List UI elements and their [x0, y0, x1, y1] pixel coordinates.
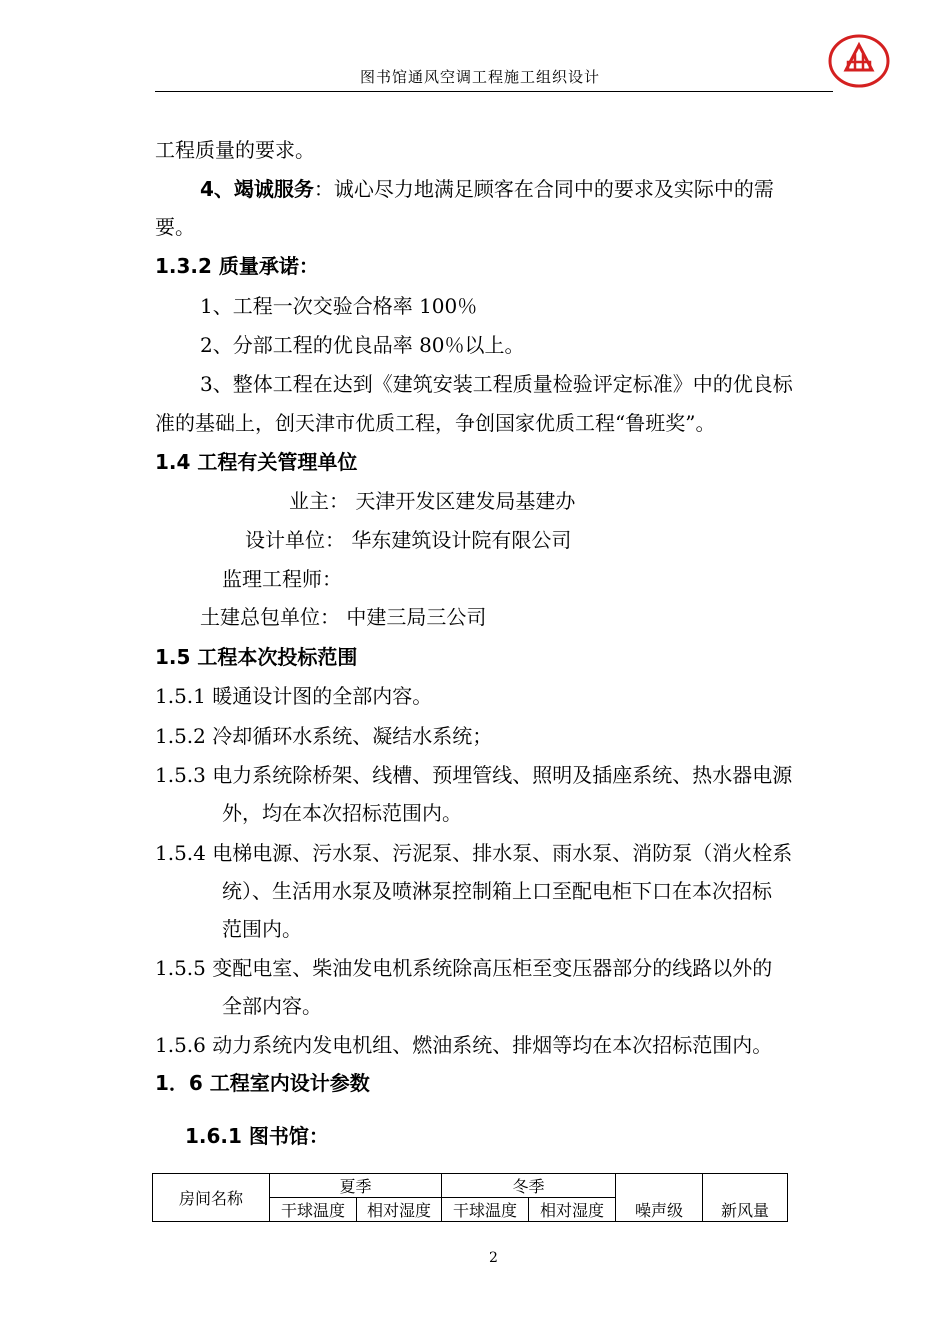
text-line: 1、工程一次交验合格率 100％ — [200, 294, 478, 318]
section-heading-1-4: 1.4 工程有关管理单位 — [155, 450, 358, 474]
text-line — [200, 177, 774, 201]
summer-humidity-header: 相对湿度 — [357, 1198, 442, 1222]
scope-item: 1.5.2 冷却循环水系统、凝结水系统； — [155, 724, 493, 748]
section-heading-1-6: 1．6 工程室内设计参数 — [155, 1071, 370, 1095]
text-line: 要。 — [155, 215, 195, 239]
section-heading-1-5: 1.5 工程本次投标范围 — [155, 645, 358, 669]
page-number: 2 — [489, 1250, 498, 1266]
scope-item: 1.5.1 暖通设计图的全部内容。 — [155, 684, 433, 708]
owner-line: 业主： 天津开发区建发局基建办 — [289, 489, 576, 513]
text-line: 工程质量的要求。 — [155, 138, 315, 162]
winter-humidity-header: 相对湿度 — [529, 1198, 616, 1222]
summer-dry-bulb-header: 干球温度 — [270, 1198, 357, 1222]
section-heading-1-6-1: 1.6.1 图书馆： — [185, 1124, 329, 1148]
text-line: 准的基础上，创天津市优质工程，争创国家优质工程“鲁班奖”。 — [155, 411, 716, 435]
scope-item: 1.5.6 动力系统内发电机组、燃油系统、排烟等均在本次招标范围内。 — [155, 1033, 773, 1057]
room-name-header: 房间名称 — [153, 1174, 270, 1222]
company-seal-icon — [828, 34, 890, 88]
scope-item: 1.5.5 变配电室、柴油发电机系统除高压柜至变压器部分的线路以外的 — [155, 956, 773, 980]
winter-header: 冬季 — [442, 1174, 616, 1198]
scope-item: 1.5.4 电梯电源、污水泵、污泥泵、排水泵、雨水泵、消防泵（消火栓系 — [155, 841, 793, 865]
summer-header: 夏季 — [270, 1174, 442, 1198]
text-line: 3、整体工程在达到《建筑安装工程质量检验评定标准》中的优良标 — [200, 372, 793, 396]
supervisor-line: 监理工程师： — [222, 567, 342, 591]
noise-header: 噪声级 — [616, 1174, 703, 1222]
header-rule — [155, 91, 833, 92]
design-parameters-table — [152, 1173, 788, 1222]
contractor-line: 土建总包单位： 中建三局三公司 — [200, 605, 487, 629]
scope-item-cont: 范围内。 — [222, 917, 302, 941]
text-line: 2、分部工程的优良品率 80％以上。 — [200, 333, 525, 357]
winter-dry-bulb-header: 干球温度 — [442, 1198, 529, 1222]
service-heading: 4、竭诚服务 — [200, 177, 314, 201]
scope-item-cont: 全部内容。 — [222, 994, 322, 1018]
scope-item-cont: 外，均在本次招标范围内。 — [222, 801, 462, 825]
design-unit-line: 设计单位： 华东建筑设计院有限公司 — [245, 528, 572, 552]
fresh-air-header: 新风量 — [703, 1174, 788, 1222]
scope-item: 1.5.3 电力系统除桥架、线槽、预埋管线、照明及插座系统、热水器电源 — [155, 763, 793, 787]
service-text: ：诚心尽力地满足顾客在合同中的要求及实际中的需 — [313, 177, 774, 201]
section-heading-1-3-2: 1.3.2 质量承诺： — [155, 254, 319, 278]
page-header-title: 图书馆通风空调工程施工组织设计 — [360, 68, 601, 86]
scope-item-cont: 统）、生活用水泵及喷淋泵控制箱上口至配电柜下口在本次招标 — [222, 879, 772, 903]
